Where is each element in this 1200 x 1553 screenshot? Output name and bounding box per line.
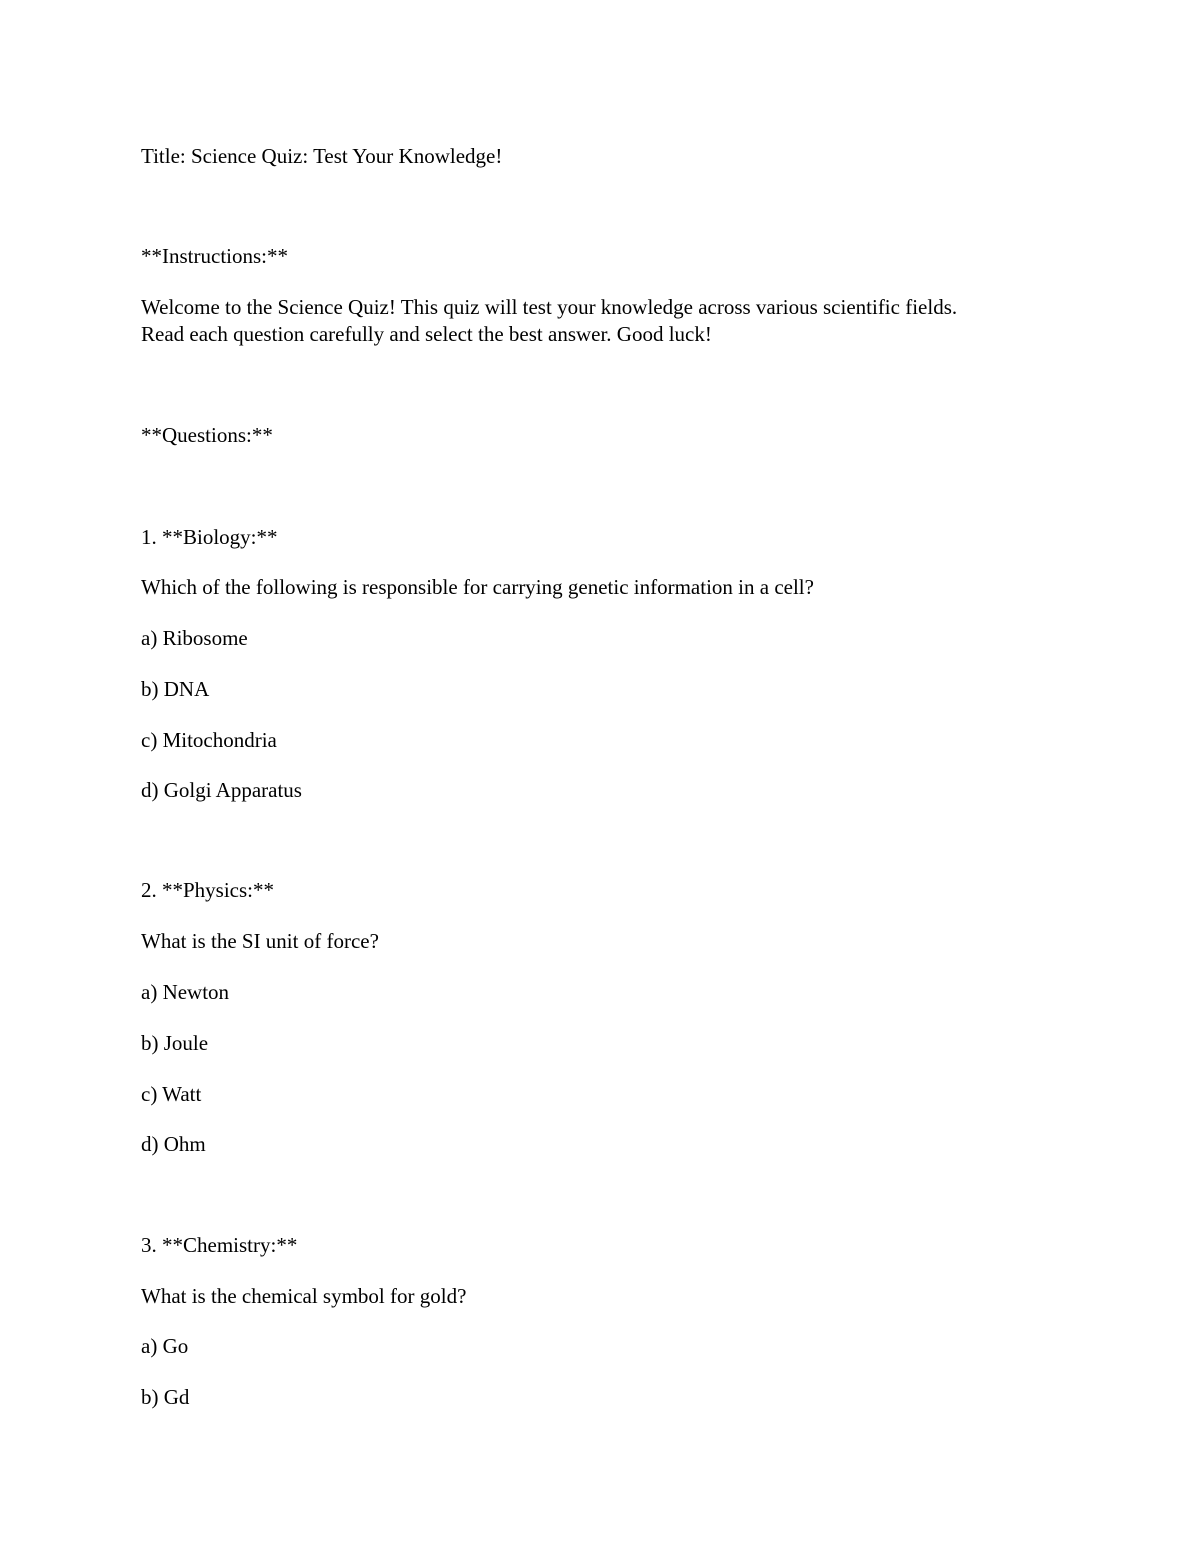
question-3-option-b: b) Gd (141, 1385, 190, 1409)
instructions-text-line-2: Read each question carefully and select the best answer. Good luck! (141, 322, 712, 346)
question-1-option-a: a) Ribosome (141, 626, 248, 650)
question-1-option-b: b) DNA (141, 677, 210, 701)
question-1-prompt: Which of the following is responsible for carrying genetic information in a cell? (141, 575, 814, 599)
question-1-option-c: c) Mitochondria (141, 728, 277, 752)
questions-heading: **Questions:** (141, 423, 273, 447)
question-3-prompt: What is the chemical symbol for gold? (141, 1284, 467, 1308)
question-2-prompt: What is the SI unit of force? (141, 929, 379, 953)
instructions-heading: **Instructions:** (141, 244, 288, 268)
question-2-option-c: c) Watt (141, 1082, 202, 1106)
document-title: Title: Science Quiz: Test Your Knowledge! (141, 144, 503, 168)
question-1-heading: 1. **Biology:** (141, 525, 278, 549)
question-1-option-d: d) Golgi Apparatus (141, 778, 302, 802)
question-2-option-d: d) Ohm (141, 1132, 206, 1156)
question-2-option-a: a) Newton (141, 980, 230, 1004)
question-2-option-b: b) Joule (141, 1031, 209, 1055)
question-3-option-a: a) Go (141, 1334, 189, 1358)
instructions-text-line-1: Welcome to the Science Quiz! This quiz will test your knowledge across various scientific fields. (141, 295, 958, 319)
question-3-heading: 3. **Chemistry:** (141, 1233, 298, 1257)
question-2-heading: 2. **Physics:** (141, 878, 275, 902)
instructions-text (141, 294, 1071, 348)
